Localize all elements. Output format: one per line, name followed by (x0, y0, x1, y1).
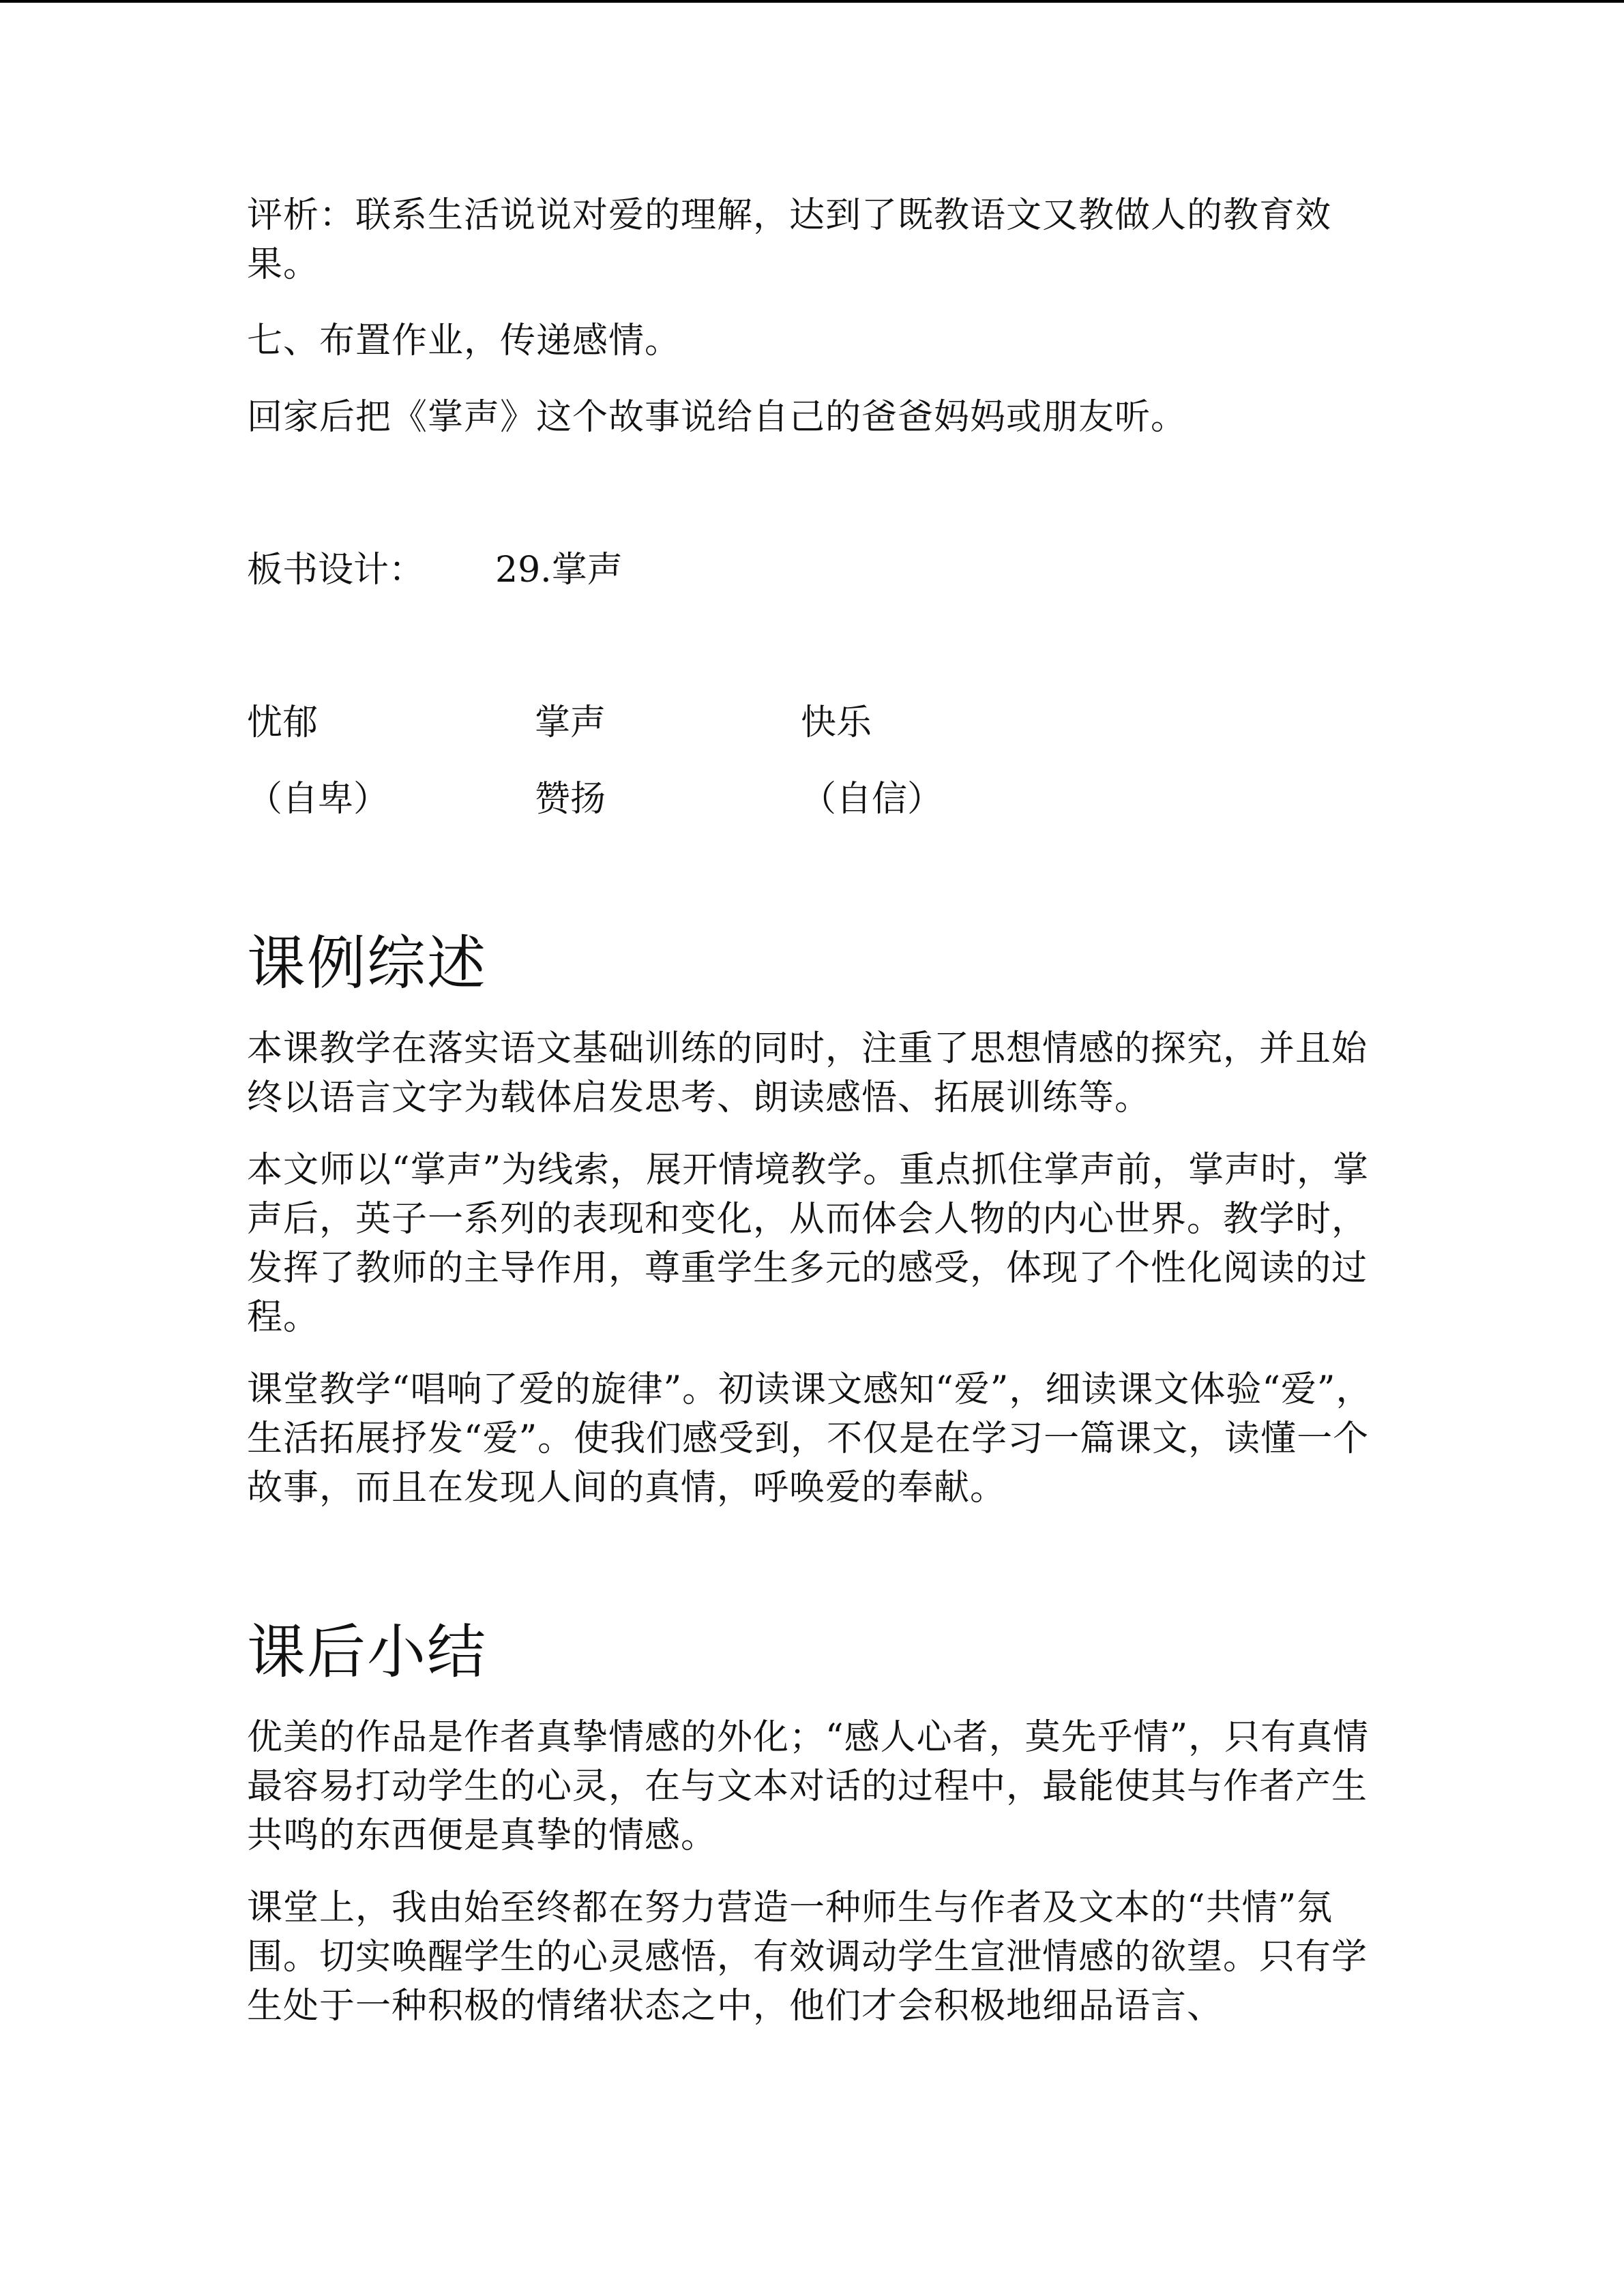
reflection-paragraph: 优美的作品是作者真挚情感的外化；“感人心者，莫先乎情”，只有真情最容易打动学生的心灵，在与文本对话的过程中，最能使其与作者产生共鸣的东西便是真挚的情感。 (247, 1717, 1370, 1856)
homework-heading: 七、布置作业，传递感情。 (247, 320, 681, 361)
homework-text: 回家后把《掌声》这个故事说给自己的爸爸妈妈或朋友听。 (247, 397, 1187, 438)
board-cell: 赞扬 (535, 779, 606, 820)
board-design-label: 板书设计： (247, 550, 425, 591)
summary-paragraph: 本文师以“掌声”为线索，展开情境教学。重点抓住掌声前，掌声时，掌声后，英子一系列的表现和变化，从而体会人物的内心世界。教学时，发挥了教师的主导作用，尊重学生多元的感受，体现了个性化阅读的过程。 (247, 1150, 1370, 1338)
board-cell: 忧郁 (247, 702, 319, 743)
board-design-title (247, 546, 1393, 595)
board-lesson-title: 29.掌声 (495, 550, 623, 591)
summary-paragraph: 本课教学在落实语文基础训练的同时，注重了思想情感的探究，并且始终以语言文字为载体启发思考、朗读感悟、拓展训练等。 (247, 1028, 1368, 1118)
reflection-heading: 课后小结 (247, 1618, 487, 1686)
document-page (247, 191, 1393, 2031)
summary-paragraph: 课堂教学“唱响了爱的旋律”。初读课文感知“爱”，细读课文体验“爱”，生活拓展抒发“爱”。使我们感受到，不仅是在学习一篇课文，读懂一个故事，而且在发现人间的真情，呼唤爱的奉献。 (247, 1369, 1372, 1508)
board-cell: 快乐 (801, 702, 872, 743)
reflection-paragraph: 课堂上，我由始至终都在努力营造一种师生与作者及文本的“共情”氛围。切实唤醒学生的心灵感悟，有效调动学生宣泄情感的欲望。只有学生处于一种积极的情绪状态之中，他们才会积极地细品语言、 (247, 1888, 1368, 2027)
top-border-line (0, 0, 1624, 3)
evaluation-paragraph: 评析：联系生活说说对爱的理解，达到了既教语文又教做人的教育效果。 (247, 195, 1332, 285)
board-row (247, 775, 1393, 824)
summary-heading: 课例综述 (247, 929, 487, 998)
board-cell: 掌声 (535, 702, 606, 743)
board-cell: （自卑） (247, 779, 389, 820)
board-cell: （自信） (801, 779, 943, 820)
board-row (247, 698, 1393, 747)
